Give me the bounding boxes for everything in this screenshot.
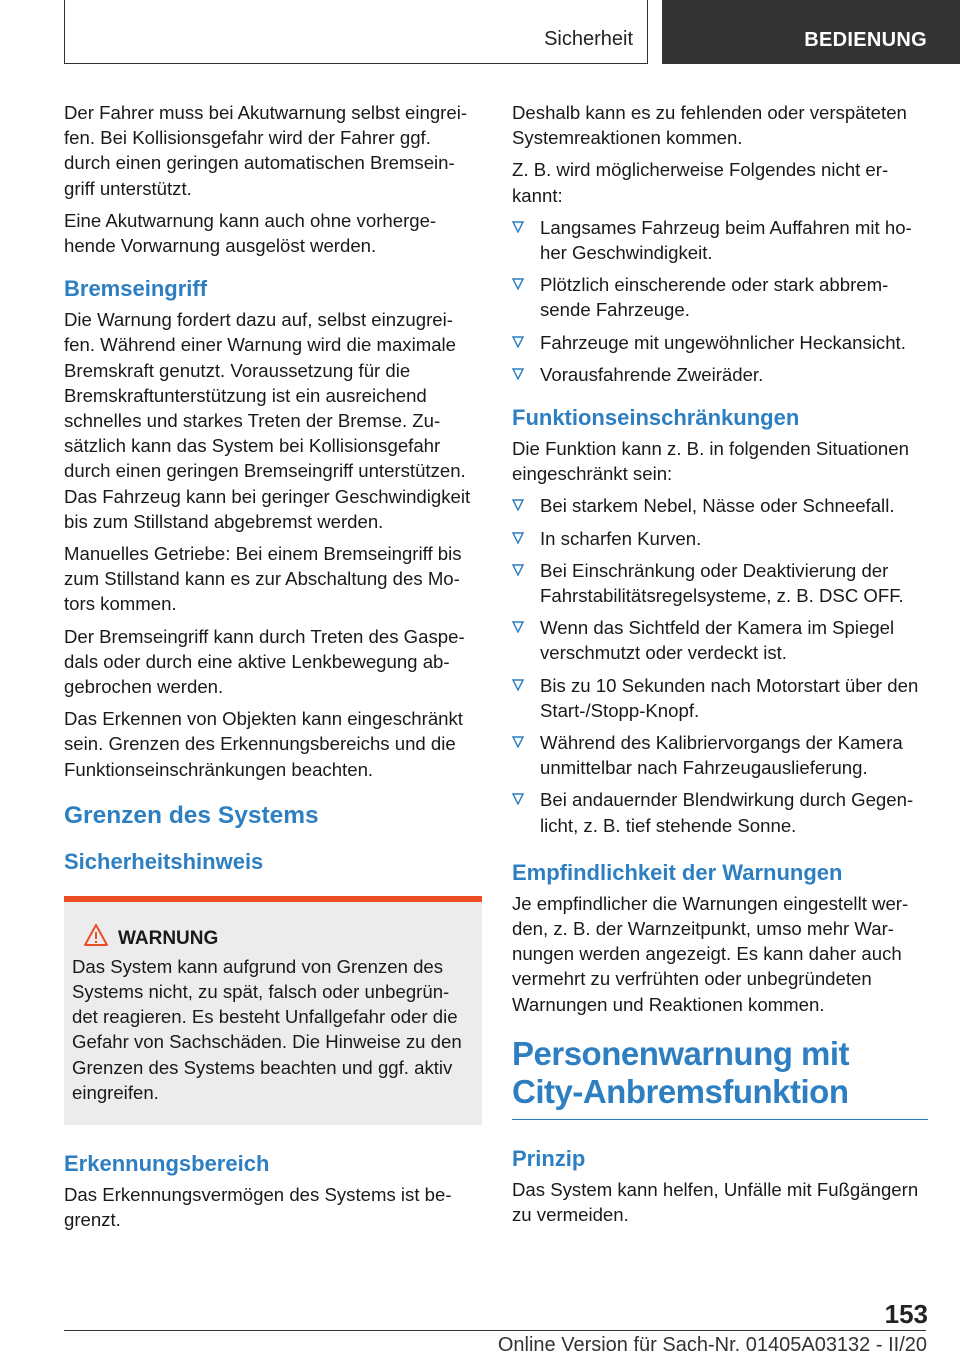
triangle-bullet-icon bbox=[512, 736, 524, 748]
paragraph: Je empfindlicher die Warnungen eingestellt wer- den, z. B. der Warnzeitpunkt, umso mehr War- nungen werden angezeigt. Es kann daher auch vermehrt zu verfrühten oder unbegründeten Warnungen und Reaktionen kommen. bbox=[512, 892, 909, 1015]
warning-triangle-icon bbox=[84, 924, 108, 946]
paragraph: Eine Akutwarnung kann auch ohne vorherge- hende Vorwarnung ausgelöst werden. bbox=[64, 209, 437, 257]
list-item: Bei andauernder Blendwirkung durch Gegen- licht, z. B. tief stehende Sonne. bbox=[512, 787, 928, 837]
triangle-bullet-icon bbox=[512, 368, 524, 380]
list-item: Langsames Fahrzeug beim Auffahren mit ho- her Geschwindigkeit. bbox=[512, 215, 928, 265]
heading-personenwarnung: Personenwarnung mit City-Anbremsfunktion bbox=[512, 1035, 928, 1120]
page-number: 153 bbox=[884, 1299, 928, 1329]
triangle-bullet-icon bbox=[512, 336, 524, 348]
paragraph: Das System kann helfen, Unfälle mit Fußgängern zu vermeiden. bbox=[512, 1178, 919, 1226]
paragraph: Das Erkennungsvermögen des Systems ist be- grenzt. bbox=[64, 1184, 452, 1231]
list-item: Fahrzeuge mit ungewöhnlicher Heckansicht. bbox=[512, 330, 928, 355]
right-column bbox=[512, 100, 928, 1234]
paragraph: Manuelles Getriebe: Bei einem Bremseingriff bis zum Stillstand kann es zur Abschaltung des Mo- tors kommen. bbox=[64, 543, 462, 615]
paragraph: Deshalb kann es zu fehlenden oder verspäteten Systemreaktionen kommen. bbox=[512, 102, 907, 149]
list-item: Bei Einschränkung oder Deaktivierung der Fahrstabilitätsregelsysteme, z. B. DSC OFF. bbox=[512, 558, 928, 608]
triangle-bullet-icon bbox=[512, 621, 524, 633]
triangle-bullet-icon bbox=[512, 679, 524, 691]
paragraph: Die Funktion kann z. B. in folgenden Situationen eingeschränkt sein: bbox=[512, 438, 909, 485]
warning-text: Das System kann aufgrund von Grenzen des Systems nicht, zu spät, falsch oder unbegrün- det reagieren. Es besteht Unfallgefahr oder die Gefahr von Sachschäden. Die Hinweise zu den Grenzen des Systems beachten und ggf. aktiv eingreifen. bbox=[72, 955, 462, 1103]
list-item: Wenn das Sichtfeld der Kamera im Spiegel verschmutzt oder verdeckt ist. bbox=[512, 615, 928, 665]
list-item: Bei starkem Nebel, Nässe oder Schneefall. bbox=[512, 493, 928, 518]
warning-box bbox=[64, 896, 482, 1125]
warning-title: WARNUNG bbox=[118, 927, 219, 949]
footer-text: Online Version für Sach-Nr. 01405A03132 - II/20 bbox=[497, 1334, 927, 1356]
chapter-title: BEDIENUNG bbox=[804, 29, 927, 51]
heading-grenzen: Grenzen des Systems bbox=[64, 801, 319, 829]
heading-prinzip: Prinzip bbox=[512, 1145, 586, 1171]
list-not-detected bbox=[512, 215, 928, 387]
section-title: Sicherheit bbox=[544, 28, 633, 50]
page-header bbox=[0, 0, 960, 66]
triangle-bullet-icon bbox=[512, 499, 524, 511]
paragraph: Die Warnung fordert dazu auf, selbst einzugrei- fen. Während einer Warnung wird die maximale Bremskraft genutzt. Voraussetzung für die Bremskraftunterstützung ist ein ausreichend schnelles und starkes Treten der Bremse. Zu- sätzlich kann das System bei Kollisionsgefahr durch einen geringen Bremseingriff unterstützen. Das Fahrzeug kann bei geringer Geschwindigkeit bis zum Stillstand abgebremst werden. bbox=[64, 309, 471, 532]
triangle-bullet-icon bbox=[512, 221, 524, 233]
footer-divider bbox=[64, 1330, 926, 1331]
paragraph: Z. B. wird möglicherweise Folgendes nicht er- kannt: bbox=[512, 159, 889, 206]
paragraph: Der Fahrer muss bei Akutwarnung selbst eingrei- fen. Bei Kollisionsgefahr wird der Fahrer ggf. durch einen geringen automatischen Bremsein- griff unterstützt. bbox=[64, 102, 468, 199]
heading-empfindlichkeit: Empfindlichkeit der Warnungen bbox=[512, 859, 843, 885]
chapter-tab bbox=[662, 0, 960, 64]
warning-title-row bbox=[72, 924, 474, 950]
triangle-bullet-icon bbox=[512, 278, 524, 290]
list-item: In scharfen Kurven. bbox=[512, 526, 928, 551]
heading-bremseingriff: Bremseingriff bbox=[64, 276, 208, 302]
left-column bbox=[64, 100, 482, 1240]
section-tab bbox=[64, 0, 648, 64]
list-item: Vorausfahrende Zweiräder. bbox=[512, 362, 928, 387]
heading-erkennungsbereich: Erkennungsbereich bbox=[64, 1151, 270, 1177]
paragraph: Das Erkennen von Objekten kann eingeschränkt sein. Grenzen des Erkennungsbereichs und die Funktionseinschränkungen beachten. bbox=[64, 708, 463, 780]
list-item: Während des Kalibriervorgangs der Kamera unmittelbar nach Fahrzeugauslieferung. bbox=[512, 730, 928, 780]
triangle-bullet-icon bbox=[512, 564, 524, 576]
list-item: Plötzlich einscherende oder stark abbrem- sende Fahrzeuge. bbox=[512, 272, 928, 322]
heading-funktionseinschraenkungen: Funktionseinschränkungen bbox=[512, 405, 800, 431]
triangle-bullet-icon bbox=[512, 532, 524, 544]
list-limitations bbox=[512, 493, 928, 837]
triangle-bullet-icon bbox=[512, 793, 524, 805]
paragraph: Der Bremseingriff kann durch Treten des Gaspe- dals oder durch eine aktive Lenkbewegung ab- gebrochen werden. bbox=[64, 625, 465, 698]
list-item: Bis zu 10 Sekunden nach Motorstart über den Start-/Stopp-Knopf. bbox=[512, 673, 928, 723]
heading-sicherheitshinweis: Sicherheitshinweis bbox=[64, 848, 264, 874]
